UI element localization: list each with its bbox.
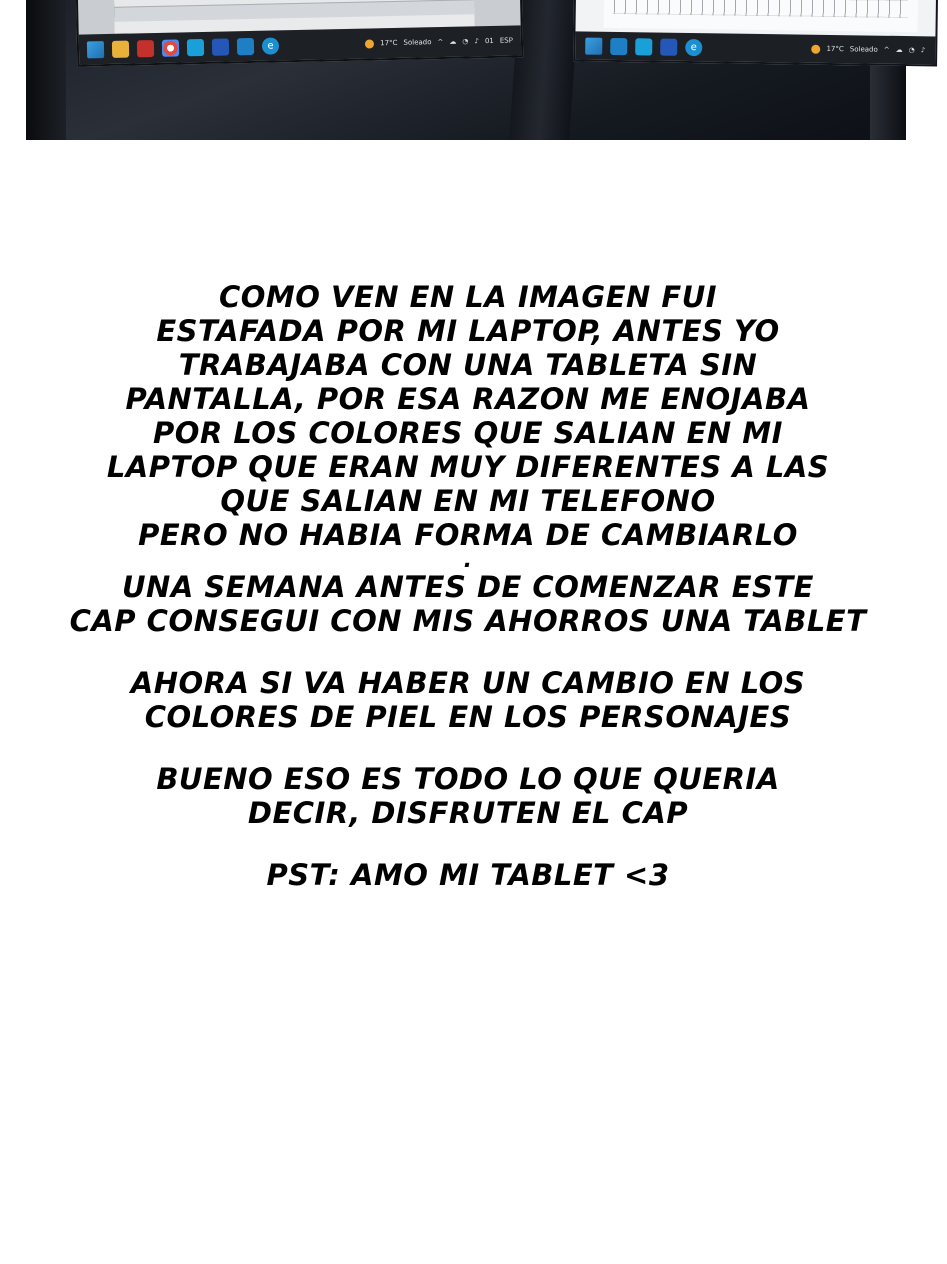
desk-surface-left: [26, 0, 66, 140]
caption-line: ESTAFADA POR MI LAPTOP, ANTES YO: [156, 314, 780, 348]
chrome-icon[interactable]: [162, 39, 179, 56]
blue-app-icon[interactable]: [660, 38, 677, 55]
caption-paragraph-1: [0, 280, 936, 552]
caption-line: BUENO ESO ES TODO LO QUE QUERIA: [156, 762, 780, 796]
caption-line: COLORES DE PIEL EN LOS PERSONAJES: [144, 700, 792, 734]
weather-text: Soleado: [849, 45, 878, 54]
edge-icon[interactable]: e: [262, 37, 279, 54]
tablet-artwork-linework: [614, 0, 909, 18]
wifi-icon[interactable]: ◔: [462, 37, 469, 46]
keyboard-layout[interactable]: ESP: [499, 36, 514, 45]
windows-start-icon[interactable]: [585, 37, 602, 54]
tablet-device: [573, 0, 947, 93]
cloud-icon[interactable]: ☁: [895, 45, 903, 54]
caption-paragraph-2: [0, 570, 936, 638]
caption-line: DECIR, DISFRUTEN EL CAP: [247, 796, 689, 830]
search-icon[interactable]: [610, 37, 627, 54]
sun-icon: [811, 44, 820, 53]
weather-text: Soleado: [403, 38, 432, 47]
chevron-up-icon[interactable]: ^: [437, 37, 444, 47]
caption-line: LAPTOP QUE ERAN MUY DIFERENTES A LAS: [106, 450, 830, 484]
clock[interactable]: 01: [484, 36, 494, 46]
tablet-screen: [573, 0, 939, 66]
caption-line: PANTALLA, POR ESA RAZON ME ENOJABA: [125, 382, 811, 416]
blue-app-icon[interactable]: [212, 38, 229, 55]
caption-paragraph-4: [0, 762, 936, 830]
windows-start-icon[interactable]: [87, 41, 104, 58]
chevron-up-icon[interactable]: ^: [883, 45, 890, 54]
caption-spacer: [0, 830, 936, 858]
sun-icon: [365, 39, 374, 48]
tablet-drawing-canvas: [604, 0, 920, 32]
folder-icon[interactable]: [112, 40, 129, 57]
cloud-icon[interactable]: ☁: [449, 37, 457, 46]
caption-spacer: [0, 638, 936, 666]
edge-icon[interactable]: e: [685, 38, 702, 55]
laptop-device: [62, 0, 532, 93]
weather-temp: 17°C: [826, 44, 844, 54]
edge-legacy-icon[interactable]: [187, 38, 204, 55]
volume-icon[interactable]: ♪: [920, 46, 926, 55]
caption-line: CAP CONSEGUI CON MIS AHORROS UNA TABLET: [69, 604, 867, 638]
recording-icon[interactable]: [137, 40, 154, 57]
wifi-icon[interactable]: ◔: [908, 46, 915, 55]
tablet-taskbar[interactable]: [575, 31, 935, 64]
caption-spacer: [0, 734, 936, 762]
caption-paragraph-3: [0, 666, 936, 734]
caption-line: PERO NO HABIA FORMA DE CAMBIARLO: [138, 518, 798, 552]
edge-legacy-icon[interactable]: [635, 38, 652, 55]
photo-strip: [26, 0, 926, 140]
caption-line: QUE SALIAN EN MI TELEFONO: [220, 484, 716, 518]
caption-paragraph-5: [0, 858, 936, 892]
tablet-system-tray[interactable]: [811, 44, 925, 55]
caption-line: TRABAJABA CON UNA TABLETA SIN: [178, 348, 758, 382]
caption-line: COMO VEN EN LA IMAGEN FUI: [218, 280, 718, 314]
caption-line: UNA SEMANA ANTES DE COMENZAR ESTE: [122, 570, 814, 604]
laptop-screen: [74, 0, 523, 67]
caption-text: [0, 280, 936, 892]
caption-separator: .: [463, 548, 473, 573]
caption-line: POR LOS COLORES QUE SALIAN EN MI: [153, 416, 783, 450]
caption-line: PST: AMO MI TABLET <3: [266, 858, 670, 892]
weather-temp: 17°C: [380, 38, 398, 48]
volume-icon[interactable]: ♪: [474, 37, 480, 46]
laptop-system-tray[interactable]: [365, 36, 513, 48]
caption-line: AHORA SI VA HABER UN CAMBIO EN LOS: [130, 666, 806, 700]
store-icon[interactable]: [237, 37, 254, 54]
